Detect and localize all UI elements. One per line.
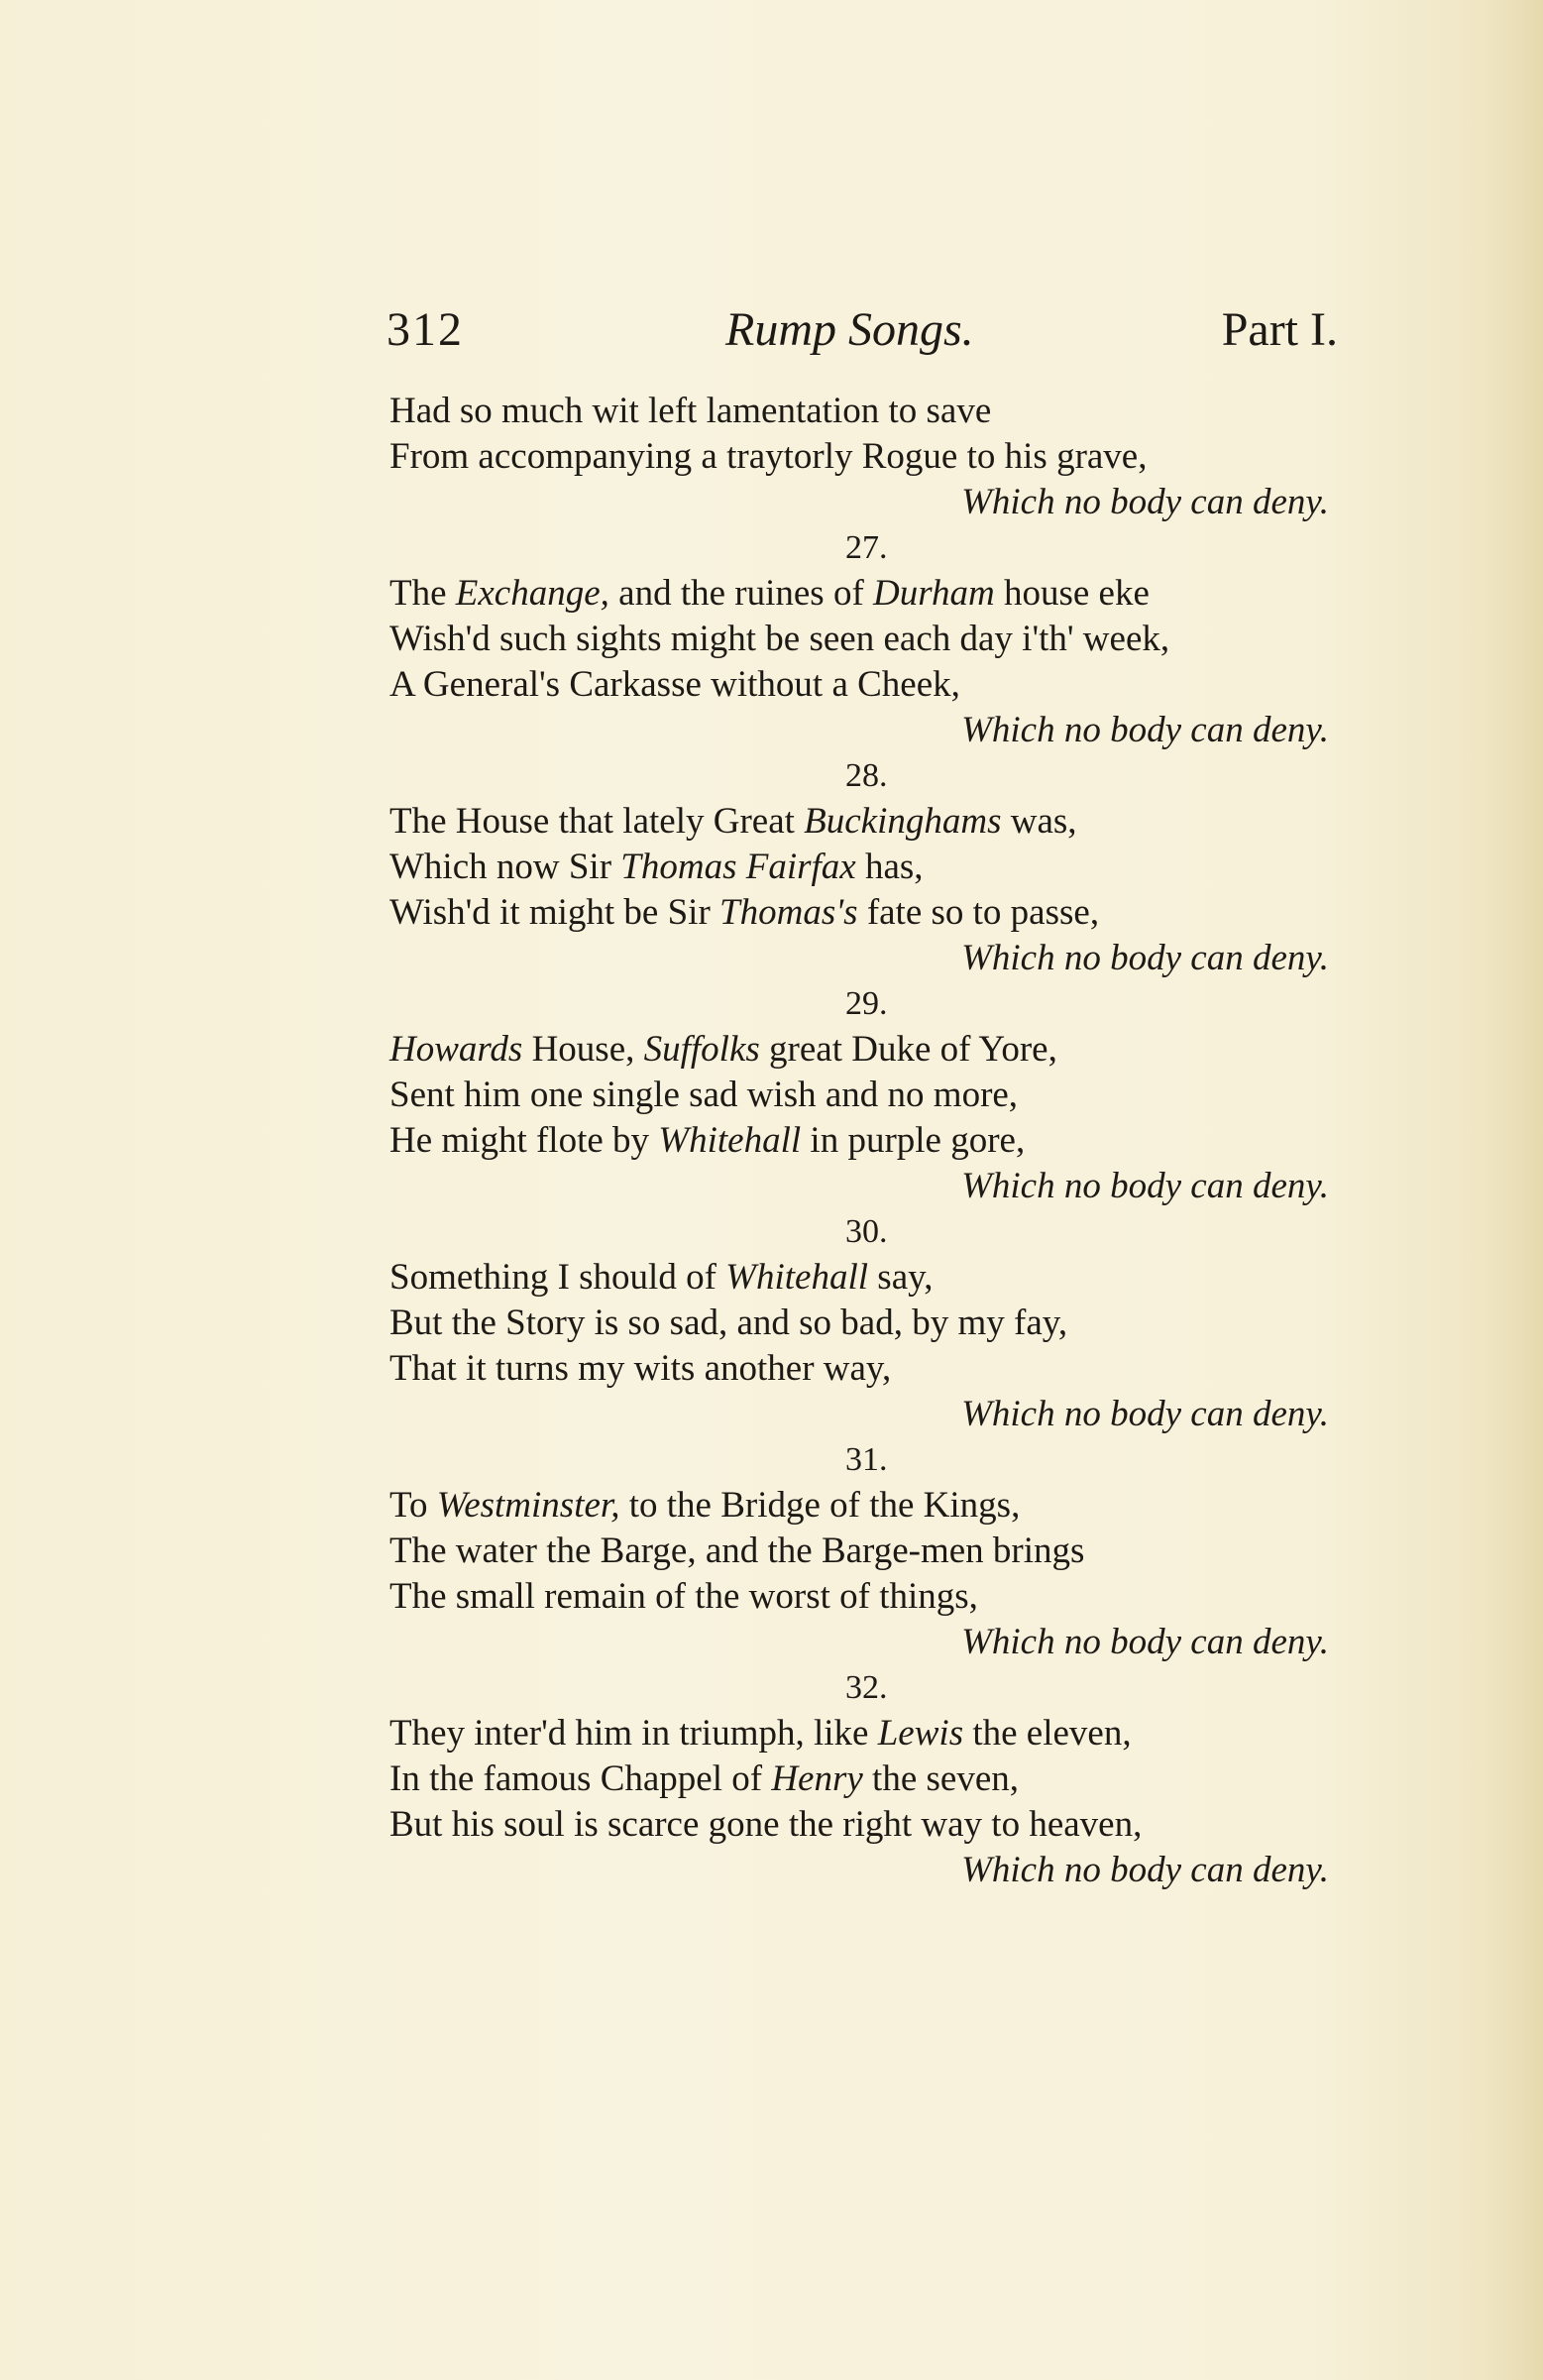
refrain-line: Which no body can deny. [961,1394,1329,1434]
verse-line: The House that lately Great Buckinghams was, [389,801,1077,842]
verse-line: Something I should of Whitehall say, [389,1257,934,1298]
verse-line: He might flote by Whitehall in purple gore, [389,1120,1026,1161]
verse-line: The Exchange, and the ruines of Durham house eke [389,573,1150,614]
page-number: 312 [386,303,464,356]
stanza-number: 28. [845,757,888,794]
part-label: Part I. [1221,303,1338,356]
running-header [386,302,1338,372]
verse-line: Sent him one single sad wish and no more, [389,1075,1019,1115]
verse-line: But the Story is so sad, and so bad, by my fay, [389,1303,1068,1343]
running-title: Rump Songs. [725,303,974,356]
verse-line: The water the Barge, and the Barge-men brings [389,1530,1085,1571]
refrain-line: Which no body can deny. [961,1850,1329,1890]
refrain-line: Which no body can deny. [961,1622,1329,1662]
stanza-number: 30. [845,1213,888,1250]
verse-line: They inter'd him in triumph, like Lewis the eleven, [389,1713,1132,1754]
stanza-number: 32. [845,1669,888,1706]
verse-line: The small remain of the worst of things, [389,1576,978,1617]
verse-line: A General's Carkasse without a Cheek, [389,664,960,705]
verse-line: That it turns my wits another way, [389,1348,892,1389]
poem-text [389,389,1341,1893]
verse-line: Wish'd it might be Sir Thomas's fate so to passe, [389,892,1100,933]
verse-line: Howards House, Suffolks great Duke of Yore, [389,1029,1057,1070]
verse-line: In the famous Chappel of Henry the seven, [389,1758,1019,1799]
refrain-line: Which no body can deny. [961,710,1329,750]
verse-line: Which now Sir Thomas Fairfax has, [389,847,924,887]
refrain-line: Which no body can deny. [961,1166,1329,1206]
stanza-number: 29. [845,985,888,1022]
stanza-number: 27. [845,529,888,566]
verse-line: But his soul is scarce gone the right way to heaven, [389,1804,1143,1845]
refrain-line: Which no body can deny. [961,482,1329,522]
refrain-line: Which no body can deny. [961,938,1329,978]
verse-line: From accompanying a traytorly Rogue to his grave, [389,436,1148,477]
verse-line: Wish'd such sights might be seen each day i'th' week, [389,619,1170,659]
stanza-number: 31. [845,1441,888,1478]
verse-line: Had so much wit left lamentation to save [389,391,992,431]
verse-line: To Westminster, to the Bridge of the Kings, [389,1485,1021,1526]
